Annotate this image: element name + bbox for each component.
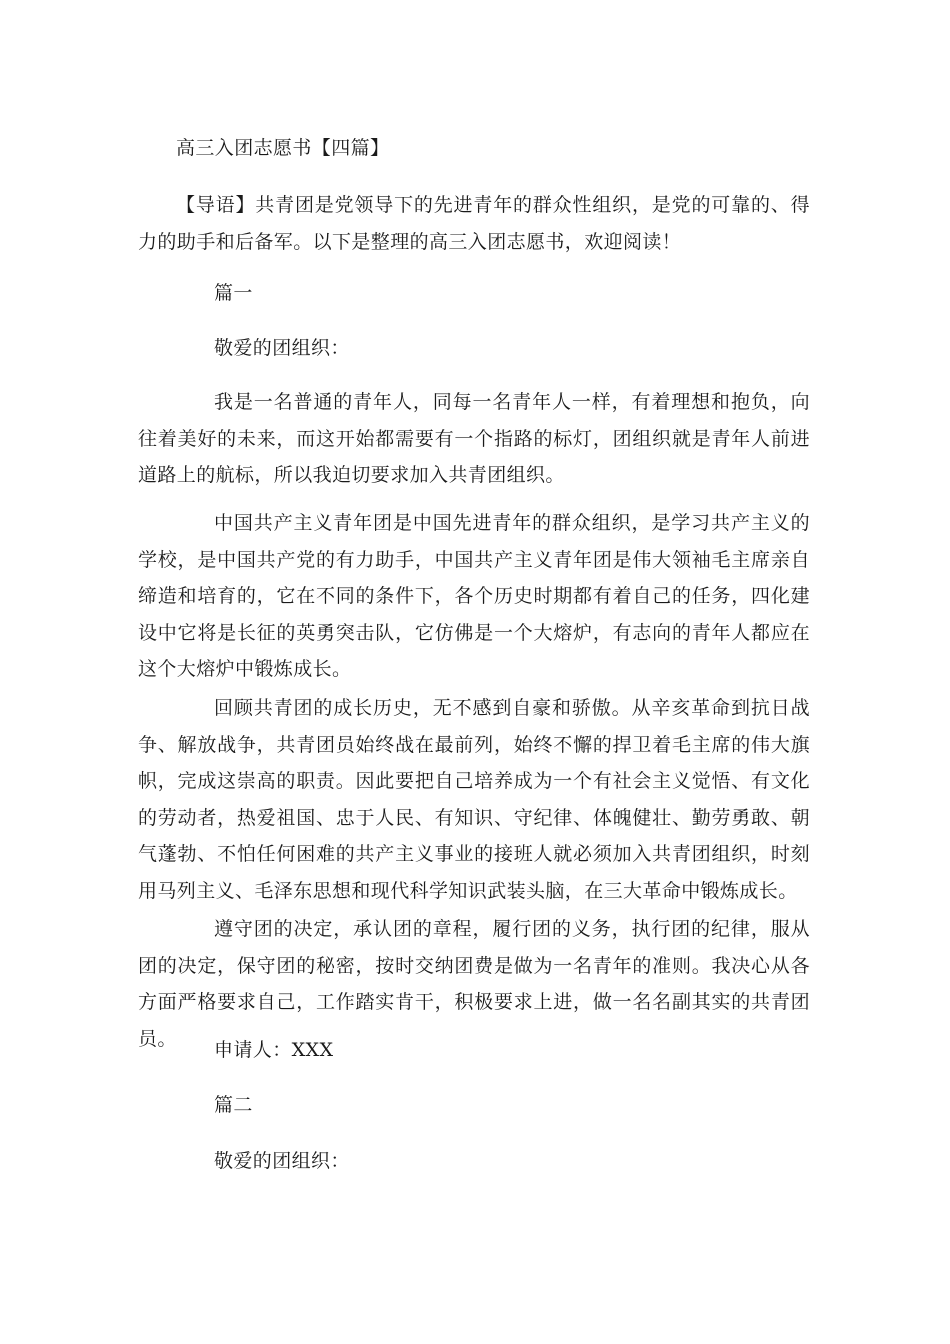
- salutation-1: 敬爱的团组织：: [214, 337, 350, 359]
- section-1-paragraph-3: 回顾共青团的成长历史，无不感到自豪和骄傲。从辛亥革命到抗日战争、解放战争，共青团员始终战在最前列，始终不懈的捍卫着毛主席的伟大旗帜，完成这崇高的职责。因此要把自己培养成为一个有社会主义觉悟、有文化的劳动者，热爱祖国、忠于人民、有知识、守纪律、体魄健壮、勤劳勇敢、朝气蓬勃、不怕任何困难的共产主义事业的接班人就必须加入共青团组织，时刻用马列主义、毛泽东思想和现代科学知识武装头脑，在三大革命中锻炼成长。: [138, 697, 810, 902]
- document-title: 高三入团志愿书【四篇】: [176, 137, 390, 159]
- section-heading-2: 篇二: [214, 1094, 253, 1116]
- section-1-paragraph-1: 我是一名普通的青年人，同每一名青年人一样，有着理想和抱负，向往着美好的未来，而这开始都需要有一个指路的标灯，团组织就是青年人前进道路上的航标，所以我迫切要求加入共青团组织。: [138, 391, 810, 486]
- salutation-2: 敬爱的团组织：: [214, 1150, 350, 1172]
- signature: 申请人：XXX: [214, 1039, 334, 1061]
- intro-paragraph: 【导语】共青团是党领导下的先进青年的群众性组织，是党的可靠的、得力的助手和后备军。以下是整理的高三入团志愿书，欢迎阅读！: [138, 194, 810, 253]
- section-1-paragraph-2: 中国共产主义青年团是中国先进青年的群众组织，是学习共产主义的学校，是中国共产党的有力助手，中国共产主义青年团是伟大领袖毛主席亲自缔造和培育的，它在不同的条件下，各个历史时期都有着自己的任务，四化建设中它将是长征的英勇突击队，它仿佛是一个大熔炉，有志向的青年人都应在这个大熔炉中锻炼成长。: [138, 512, 810, 680]
- section-heading-1: 篇一: [214, 282, 253, 304]
- section-1-paragraph-4: 遵守团的决定，承认团的章程，履行团的义务，执行团的纪律，服从团的决定，保守团的秘密，按时交纳团费是做为一名青年的准则。我决心从各方面严格要求自己，工作踏实肯干，积极要求上进，做一名名副其实的共青团员。: [138, 918, 810, 1050]
